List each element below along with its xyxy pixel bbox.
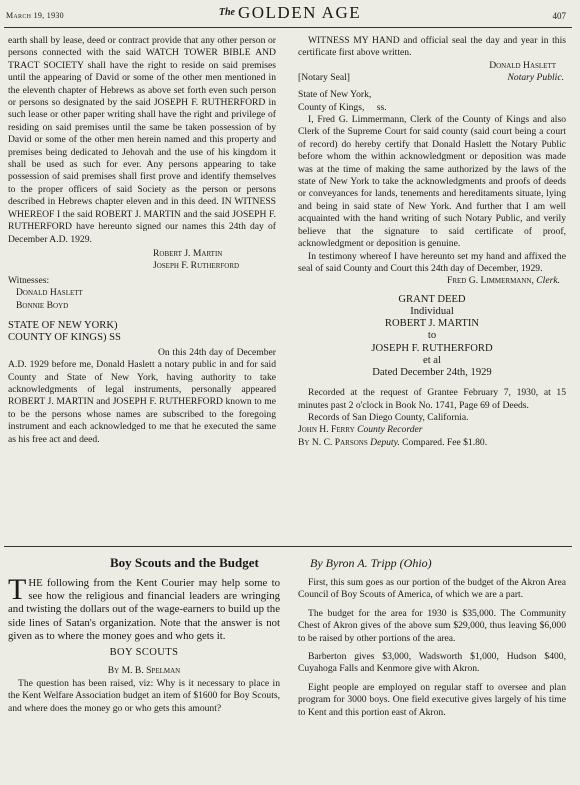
witness-hand-paragraph: WITNESS MY HAND and official seal the day and year in this certificate first above written.	[298, 35, 566, 59]
article-right-column	[298, 577, 566, 719]
notary-title: Notary Public.	[507, 72, 564, 84]
question-paragraph: The question has been raised, viz: Why is it necessary to place in the Kent Welfare Association budget an item of $1600 for Boy Scouts, and where does the money go or who gets this amount?	[8, 677, 280, 714]
sub-byline: By M. B. Spelman	[107, 665, 181, 677]
records-line: Records of San Diego County, California.	[308, 411, 469, 423]
section-rule	[4, 546, 572, 547]
state-line-2: State of New York,	[298, 89, 372, 101]
right-column	[298, 35, 566, 449]
signature-martin: Robert J. Martin	[153, 247, 223, 259]
masthead-the: The	[218, 7, 235, 18]
notary-seal: [Notary Seal]	[298, 72, 350, 84]
issue-date: March 19, 1930	[6, 11, 64, 20]
page-header	[0, 0, 580, 28]
grant-deed-et-al: et al	[423, 354, 441, 366]
acknowledgment-paragraph: On this 24th day of December A.D. 1929 before me, Donald Haslett a notary public in and for said County and State of New York, having authority to take acknowledgments of legal instruments, personally appeared ROBERT J. MARTIN and JOSEPH F. RUTHERFORD known to me to be the persons whose names are subscribed to the foregoing instrument and each acknowledged to me that he executed the same as his free act and deed.	[8, 346, 276, 445]
header-rule	[4, 27, 572, 28]
witness-haslett: Donald Haslett	[16, 287, 83, 299]
masthead	[0, 3, 580, 23]
state-line: STATE OF NEW YORK)	[8, 319, 118, 331]
grant-deed-grantee: JOSEPH F. RUTHERFORD	[371, 342, 493, 354]
sub-heading: BOY SCOUTS	[109, 647, 179, 659]
recorder-line: John H. Ferry County Recorder	[298, 424, 423, 436]
left-column	[8, 35, 276, 446]
notary-name: Donald Haslett	[489, 59, 556, 71]
article-lead: THE following from the Kent Courier may help some to see how the religious and financial leaders are wringing and twisting the dollars out of the wage-earners to build up the side lines of Satan's organization. Note that the answer is not given as to where the money goes and who gets it.	[8, 573, 280, 642]
grant-deed-to: to	[427, 330, 437, 342]
article-title: Boy Scouts and the Budget	[110, 555, 259, 570]
grant-deed-title: GRANT DEED	[398, 293, 466, 305]
clerk-certificate: I, Fred G. Limmermann, Clerk of the County of Kings and also Clerk of the Supreme Court for said county (said court being a court of record) do hereby certify that Donald Haslett the Notary Public before whom the within acknowledgment or deposition was made was at the time of making the same authorized by the laws of the state of New York to take the acknowledgments and proofs of deeds or conveyances for lands, tenements and hereditaments situate, lying and being in said state of New York. And further that I am well acquainted with the hand writing of such Notary Public, and verily believe that the signature to said certificate of proof, acknowledgment or deposition is genuine.	[298, 114, 566, 250]
budget-para-1: First, this sum goes as our portion of the budget of the Akron Area Council of Boy Scouts of America, of which we are a part.	[298, 577, 566, 601]
county-line-2: County of Kings, ss.	[298, 101, 387, 113]
grant-deed-block	[298, 294, 566, 379]
deputy-line: By N. C. Parsons Deputy. Compared. Fee $1.80.	[298, 436, 488, 448]
masthead-title: GOLDEN AGE	[237, 3, 362, 22]
article-byline: By Byron A. Tripp (Ohio)	[310, 556, 432, 570]
deed-paragraph: earth shall by lease, deed or contract provide that any other person or persons connected with the said WATCH TOWER BIBLE AND TRACT SOCIETY shall have the right to reside on said premises until the appearing of David or some of the other men mentioned in the eleventh chapter of Hebrews as above set forth even such person or persons so designated by the said JOSEPH F. RUTHERFORD in such lease or other paper writing shall have the right and privilege of residing on said premises until the same be taken possession of by David or some of the other men herein named and this property and premises being dedicated to Jehovah and the use of his kingdom it shall be used as such for ever. Any persons appearing to take possession of said premises shall first prove and identify themselves to the proper officers of said Society as the person or persons described in Hebrews chapter eleven and in this deed. IN WITNESS WHEREOF I the said ROBERT J. MARTIN and the said JOSEPH F. RUTHERFORD have hereunto signed our names this 24th day of December A.D. 1929.	[8, 35, 276, 245]
witnesses-label: Witnesses:	[8, 274, 50, 286]
witness-boyd: Bonnie Boyd	[16, 299, 69, 311]
grant-deed-grantor: ROBERT J. MARTIN	[384, 318, 480, 330]
notary-line	[298, 72, 566, 85]
signature-rutherford: Joseph F. Rutherford	[153, 260, 240, 272]
drop-cap: T	[8, 573, 27, 606]
clerk-signature: Fred G. Limmermann, Clerk.	[447, 275, 560, 287]
county-line: COUNTY OF KINGS) SS	[8, 332, 121, 344]
budget-para-4: Eight people are employed on regular staff to oversee and plan program for 3000 boys. One field executive gives largely of his time to Kent and this portion east of Akron.	[298, 681, 566, 718]
grant-deed-individual: Individual	[410, 305, 454, 317]
testimony-paragraph: In testimony whereof I have hereunto set my hand and affixed the seal of said County and Court this 24th day of December, 1929.	[298, 250, 566, 274]
budget-para-2: The budget for the area for 1930 is $35,000. The Community Chest of Akron gives of the above sum $29,000, thus leaving $6,000 to be raised by other portions of the area.	[298, 607, 566, 644]
recording-paragraph: Recorded at the request of Grantee February 7, 1930, at 15 minutes past 2 o'clock in Book No. 1741, Page 69 of Deeds.	[298, 387, 566, 411]
page-number: 407	[552, 11, 566, 21]
grant-deed-date: Dated December 24th, 1929	[372, 366, 492, 378]
budget-para-3: Barberton gives $3,000, Wadsworth $1,000, Hudson $400, Cuyahoga Falls and Kenmore give with Akron.	[298, 651, 566, 675]
article-left-column	[8, 573, 280, 715]
